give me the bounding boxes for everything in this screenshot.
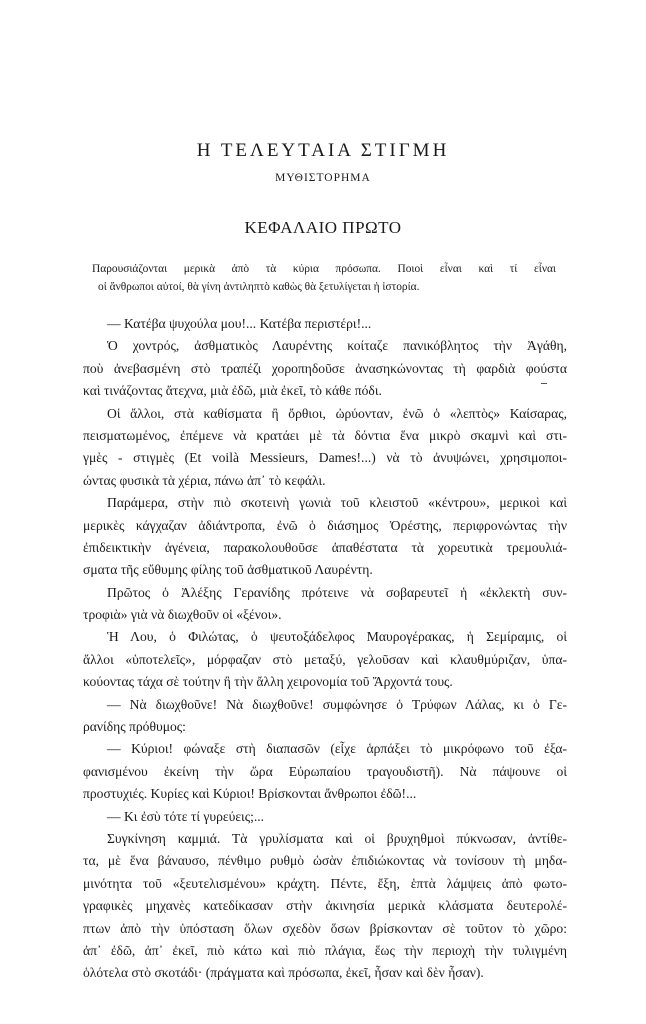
text-line: ποὺ ἀνεβασμένη στὸ τραπέζι χοροπηδοῦσε ἀνασηκώνοντας τὴ φαρδιὰ φούστα xyxy=(83,360,567,376)
text-line: ἀπ᾽ ἐδῶ, ἀπ᾽ ἐκεῖ, πιὸ κάτω καὶ πιὸ πλάγια, ἕως τὴν περιοχὴ τὴν τυλιγμένη xyxy=(83,942,567,958)
summary-line: Παρουσιάζονται μερικὰ ἀπὸ τὰ κύρια πρόσωπα. Ποιοὶ εἶναι καὶ τί εἶναι xyxy=(92,263,556,275)
text-line: Πρῶτος ὁ Ἀλέξης Γερανίδης πρότεινε νὰ σοβαρευτεῖ ἡ «ἐκλεκτὴ συν- xyxy=(107,584,567,600)
text-line: φανισμένου ἐκείνη τὴν ὥρα Εὐρωπαίου τραγουδιστῆ). Νὰ πάψουνε οἱ xyxy=(83,763,567,779)
book-title: Η ΤΕΛΕΥΤΑΙΑ ΣΤΙΓΜΗ xyxy=(196,140,450,161)
text-line: καὶ τινάζοντας ἄτεχνα, μιὰ ἐδῶ, μιὰ ἐκεῖ, τὸ κάθε πόδι. xyxy=(83,383,382,399)
text-line: — Κατέβα ψυχούλα μου!... Κατέβα περιστέρι!... xyxy=(107,316,372,331)
chapter-heading: ΚΕΦΑΛΑΙΟ ΠΡΩΤΟ xyxy=(244,218,402,237)
text-line: Παράμερα, στὴν πιὸ σκοτεινὴ γωνιὰ τοῦ κλειστοῦ «κέντρου», μερικοὶ καὶ xyxy=(107,495,567,511)
text-line: Ὁ χοντρός, ἀσθματικὸς Λαυρέντης κοίταζε πανικόβλητος τὴν Ἀγάθη, xyxy=(107,338,567,354)
text-line: μερικὲς κάγχαζαν ἀδιάντροπα, ἐνῶ ὁ διάσημος Ὀρέστης, περιφρονώντας τὴν xyxy=(83,517,567,533)
text-line: μινότητα τοῦ «ξευτελισμένου» κράχτη. Πέντε, ἔξη, ἑπτὰ λάμψεις ἀπὸ φωτο- xyxy=(83,875,567,891)
text-line: ἄλλοι «ὑποτελεῖς», μόρφαζαν στὸ μεταξύ, γελοῦσαν καὶ κλαυθμύριζαν, ὑπα- xyxy=(83,651,567,667)
text-line: — Κι ἐσὺ τότε τί γυρεύεις;... xyxy=(107,808,265,824)
text-line: — Κύριοι! φώναξε στὴ διαπασῶν (εἶχε ἁρπάξει τὸ μικρόφωνο τοῦ ἐξα- xyxy=(107,741,567,757)
text-line: ἐπιδεικτικὴν ἀγένεια, παρακολουθοῦσε ἀπαθέστατα τὰ χορευτικὰ τρεμουλιά- xyxy=(83,539,567,555)
text-line: Ἡ Λου, ὁ Φιλώτας, ὁ ψευτοξάδελφος Μαυρογέρακας, ἡ Σεμίραμις, οἱ xyxy=(107,629,567,645)
body-text xyxy=(83,313,567,985)
text-line: προστυχιές. Κυρίες καὶ Κύριοι! Βρίσκονται ἄνθρωποι ἐδῶ!... xyxy=(83,786,417,802)
text-line: — Νὰ διωχθοῦνε! Νὰ διωχθοῦνε! συμφώνησε ὁ Τρύφων Λάλας, κι ὁ Γε- xyxy=(107,696,567,712)
text-line: Οἱ ἄλλοι, στὰ καθίσματα ἢ ὄρθιοι, ὠρύονταν, ἐνῶ ὁ «λεπτὸς» Καίσαρας, xyxy=(107,405,567,421)
text-line: τα, μὲ ἕνα βάναυσο, πένθιμο ρυθμὸ ὡσὰν ἐπιδιώκοντας νὰ τονίσουν τὴ μηδα- xyxy=(83,853,567,869)
text-line: πτων ἀπὸ τὴν ὑπόσταση ὅλων σχεδὸν ὅσων βρίσκονταν σὲ τοῦτον τὸ χῶρο: xyxy=(83,920,567,936)
text-line: πεισματωμένος, ἐπέμενε νὰ κρατάει μὲ τὰ δόντια ἕνα μικρὸ σκαμνὶ καὶ στι- xyxy=(83,427,567,443)
book-subtitle: ΜΥΘΙΣΤΟΡΗΜΑ xyxy=(275,172,371,184)
text-line: κούοντας τάχα σὲ τούτην ἢ τὴν ἄλλη χειρονομία τοῦ Ἄρχοντά τους. xyxy=(83,674,453,690)
text-line: Συγκίνηση καμμιά. Τὰ γρυλίσματα καὶ οἱ βρυχηθμοὶ πύκνωσαν, ἀντίθε- xyxy=(107,830,567,846)
text-line: γραφικὲς μηχανὲς κατεδίκασαν στὴν ἀκινησία μερικὰ κλάσματα δευτερολέ- xyxy=(83,898,567,914)
summary-line: οἱ ἄνθρωποι αὐτοί, θὰ γίνη ἀντιληπτὸ καθὼς θὰ ξετυλίγεται ἡ ἱστορία. xyxy=(98,281,420,293)
text-line: σματα τῆς εὔθυμης φίλης τοῦ ἀσθματικοῦ Λαυρέντη. xyxy=(83,562,373,578)
text-line: ὁλότελα στὸ σκοτάδι· (πράγματα καὶ πρόσωπα, ἐκεῖ, ἦσαν καὶ δὲν ἦσαν). xyxy=(83,965,484,981)
chapter-summary xyxy=(92,260,556,296)
text-line: ώντας φυσικὰ τὰ χέρια, πάνω ἀπ᾽ τὸ κεφάλι. xyxy=(83,472,326,488)
text-line: ρανίδης πρόθυμος: xyxy=(83,719,186,735)
text-line: τροφιὰ» γιὰ νὰ διωχθοῦν οἱ «ξένοι». xyxy=(83,607,282,623)
text-line: γμὲς - στιγμὲς (Et voilà Messieurs, Dames!...) νὰ τὸ ἀνυψώνει, χρησιμοποι- xyxy=(83,450,567,466)
